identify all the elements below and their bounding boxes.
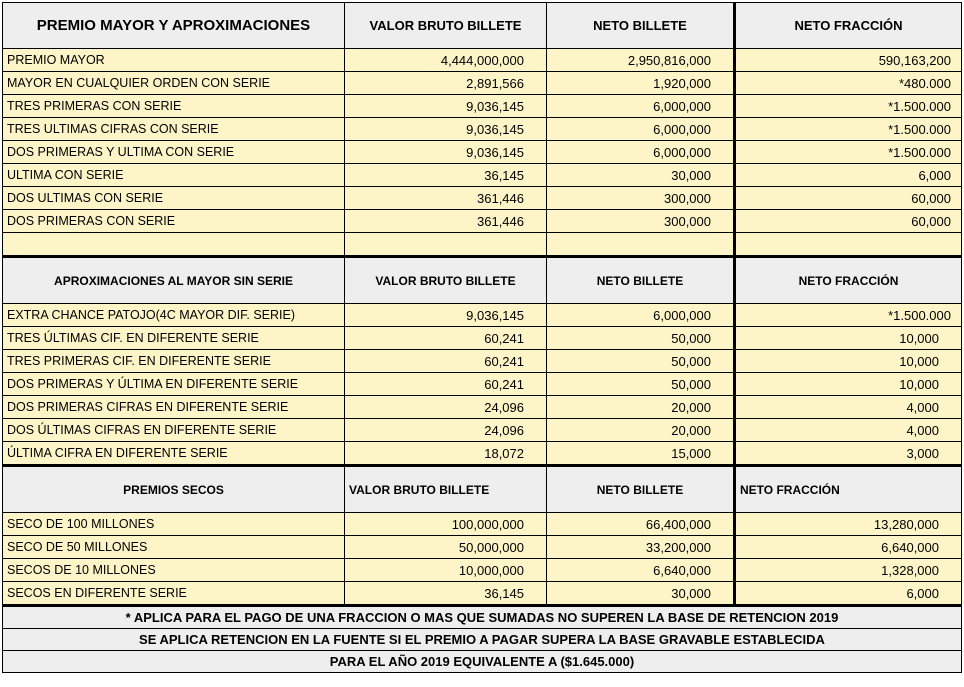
table-row (3, 49, 962, 72)
gross-value-cell: 50,000,000 (345, 536, 547, 559)
prize-table-body (3, 3, 962, 673)
net-fraction-cell: 60,000 (735, 187, 962, 210)
gross-value-cell: 24,096 (345, 396, 547, 419)
net-fraction-cell: 6,640,000 (735, 536, 962, 559)
column-header-concept: PREMIO MAYOR Y APROXIMACIONES (3, 3, 345, 49)
note-row (3, 629, 962, 651)
prize-name-cell: DOS PRIMERAS CON SERIE (3, 210, 345, 233)
net-ticket-cell: 50,000 (547, 327, 735, 350)
net-fraction-cell: 590,163,200 (735, 49, 962, 72)
gross-value-cell: 9,036,145 (345, 304, 547, 327)
prize-name-cell: SECO DE 100 MILLONES (3, 513, 345, 536)
column-header-net-fraction: NETO FRACCIÓN (735, 257, 962, 304)
net-ticket-cell: 66,400,000 (547, 513, 735, 536)
net-fraction-cell: 10,000 (735, 373, 962, 396)
note-row (3, 606, 962, 629)
gross-value-cell: 361,446 (345, 187, 547, 210)
prize-name-cell: SECOS DE 10 MILLONES (3, 559, 345, 582)
prize-name-cell: EXTRA CHANCE PATOJO(4C MAYOR DIF. SERIE) (3, 304, 345, 327)
gross-value-cell: 9,036,145 (345, 95, 547, 118)
net-ticket-cell: 300,000 (547, 187, 735, 210)
gross-value-cell: 9,036,145 (345, 141, 547, 164)
net-fraction-cell: 10,000 (735, 350, 962, 373)
net-fraction-cell: 1,328,000 (735, 559, 962, 582)
net-fraction-cell: 60,000 (735, 210, 962, 233)
column-header-gross: VALOR BRUTO BILLETE (345, 466, 547, 513)
gross-value-cell: 60,241 (345, 373, 547, 396)
net-ticket-cell: 6,640,000 (547, 559, 735, 582)
column-header-net-fraction: NETO FRACCIÓN (735, 3, 962, 49)
prize-name-cell: DOS PRIMERAS Y ÚLTIMA EN DIFERENTE SERIE (3, 373, 345, 396)
table-row (3, 350, 962, 373)
column-header-net-ticket: NETO BILLETE (547, 3, 735, 49)
prize-name-cell: ULTIMA CON SERIE (3, 164, 345, 187)
gross-value-cell: 36,145 (345, 164, 547, 187)
net-ticket-cell: 6,000,000 (547, 304, 735, 327)
gross-value-cell: 4,444,000,000 (345, 49, 547, 72)
table-row (3, 582, 962, 606)
gross-value-cell: 60,241 (345, 350, 547, 373)
table-row (3, 141, 962, 164)
table-row (3, 419, 962, 442)
table-row (3, 373, 962, 396)
section3-header-row (3, 466, 962, 513)
section1-header-row (3, 3, 962, 49)
net-fraction-cell: 6,000 (735, 582, 962, 606)
table-row (3, 513, 962, 536)
table-row (3, 72, 962, 95)
table-row (3, 536, 962, 559)
note-row (3, 651, 962, 673)
net-fraction-cell: 4,000 (735, 419, 962, 442)
net-fraction-cell: *480.000 (735, 72, 962, 95)
gross-value-cell: 9,036,145 (345, 118, 547, 141)
footnote-text: SE APLICA RETENCION EN LA FUENTE SI EL PREMIO A PAGAR SUPERA LA BASE GRAVABLE ESTABLECIDA (3, 629, 962, 651)
column-header-gross: VALOR BRUTO BILLETE (345, 257, 547, 304)
gross-value-cell: 361,446 (345, 210, 547, 233)
net-ticket-cell: 300,000 (547, 210, 735, 233)
table-row (3, 442, 962, 466)
net-fraction-cell: *1.500.000 (735, 141, 962, 164)
gross-value-cell: 100,000,000 (345, 513, 547, 536)
prize-name-cell: SECO DE 50 MILLONES (3, 536, 345, 559)
gross-value-cell: 2,891,566 (345, 72, 547, 95)
table-row (3, 327, 962, 350)
column-header-gross: VALOR BRUTO BILLETE (345, 3, 547, 49)
gross-value-cell: 60,241 (345, 327, 547, 350)
footnote-text: PARA EL AÑO 2019 EQUIVALENTE A ($1.645.000) (3, 651, 962, 673)
prize-name-cell: ÚLTIMA CIFRA EN DIFERENTE SERIE (3, 442, 345, 466)
net-ticket-cell: 6,000,000 (547, 95, 735, 118)
gross-value-cell: 36,145 (345, 582, 547, 606)
table-row (3, 95, 962, 118)
column-header-net-ticket: NETO BILLETE (547, 257, 735, 304)
gross-value-cell: 10,000,000 (345, 559, 547, 582)
gross-value-cell (345, 233, 547, 257)
net-fraction-cell: 3,000 (735, 442, 962, 466)
net-fraction-cell: 4,000 (735, 396, 962, 419)
net-ticket-cell: 20,000 (547, 419, 735, 442)
net-ticket-cell: 50,000 (547, 350, 735, 373)
net-ticket-cell: 6,000,000 (547, 118, 735, 141)
prize-name-cell: DOS ULTIMAS CON SERIE (3, 187, 345, 210)
column-header-concept: APROXIMACIONES AL MAYOR SIN SERIE (3, 257, 345, 304)
table-row (3, 187, 962, 210)
net-ticket-cell: 20,000 (547, 396, 735, 419)
table-row (3, 210, 962, 233)
gross-value-cell: 24,096 (345, 419, 547, 442)
prize-name-cell: TRES ÚLTIMAS CIF. EN DIFERENTE SERIE (3, 327, 345, 350)
net-ticket-cell (547, 233, 735, 257)
prize-name-cell: DOS ÚLTIMAS CIFRAS EN DIFERENTE SERIE (3, 419, 345, 442)
gross-value-cell: 18,072 (345, 442, 547, 466)
net-ticket-cell: 33,200,000 (547, 536, 735, 559)
section2-header-row (3, 257, 962, 304)
prize-name-cell (3, 233, 345, 257)
net-ticket-cell: 50,000 (547, 373, 735, 396)
prize-name-cell: DOS PRIMERAS Y ULTIMA CON SERIE (3, 141, 345, 164)
prize-name-cell: TRES ULTIMAS CIFRAS CON SERIE (3, 118, 345, 141)
net-ticket-cell: 1,920,000 (547, 72, 735, 95)
table-row (3, 559, 962, 582)
column-header-concept: PREMIOS SECOS (3, 466, 345, 513)
prize-name-cell: TRES PRIMERAS CON SERIE (3, 95, 345, 118)
table-row (3, 396, 962, 419)
net-ticket-cell: 30,000 (547, 582, 735, 606)
net-ticket-cell: 15,000 (547, 442, 735, 466)
prize-name-cell: MAYOR EN CUALQUIER ORDEN CON SERIE (3, 72, 345, 95)
net-fraction-cell: 10,000 (735, 327, 962, 350)
net-ticket-cell: 6,000,000 (547, 141, 735, 164)
table-row (3, 304, 962, 327)
prize-table (2, 2, 962, 673)
table-row (3, 233, 962, 257)
net-fraction-cell: *1.500.000 (735, 118, 962, 141)
table-row (3, 118, 962, 141)
footnote-text: * APLICA PARA EL PAGO DE UNA FRACCION O MAS QUE SUMADAS NO SUPEREN LA BASE DE RETENCION 2019 (3, 606, 962, 629)
prize-name-cell: PREMIO MAYOR (3, 49, 345, 72)
prize-name-cell: SECOS EN DIFERENTE SERIE (3, 582, 345, 606)
net-fraction-cell: 6,000 (735, 164, 962, 187)
net-fraction-cell: 13,280,000 (735, 513, 962, 536)
net-ticket-cell: 2,950,816,000 (547, 49, 735, 72)
net-fraction-cell: *1.500.000 (735, 95, 962, 118)
net-ticket-cell: 30,000 (547, 164, 735, 187)
prize-name-cell: DOS PRIMERAS CIFRAS EN DIFERENTE SERIE (3, 396, 345, 419)
net-fraction-cell (735, 233, 962, 257)
net-fraction-cell: *1.500.000 (735, 304, 962, 327)
prize-name-cell: TRES PRIMERAS CIF. EN DIFERENTE SERIE (3, 350, 345, 373)
column-header-net-ticket: NETO BILLETE (547, 466, 735, 513)
table-row (3, 164, 962, 187)
column-header-net-fraction: NETO FRACCIÓN (735, 466, 962, 513)
